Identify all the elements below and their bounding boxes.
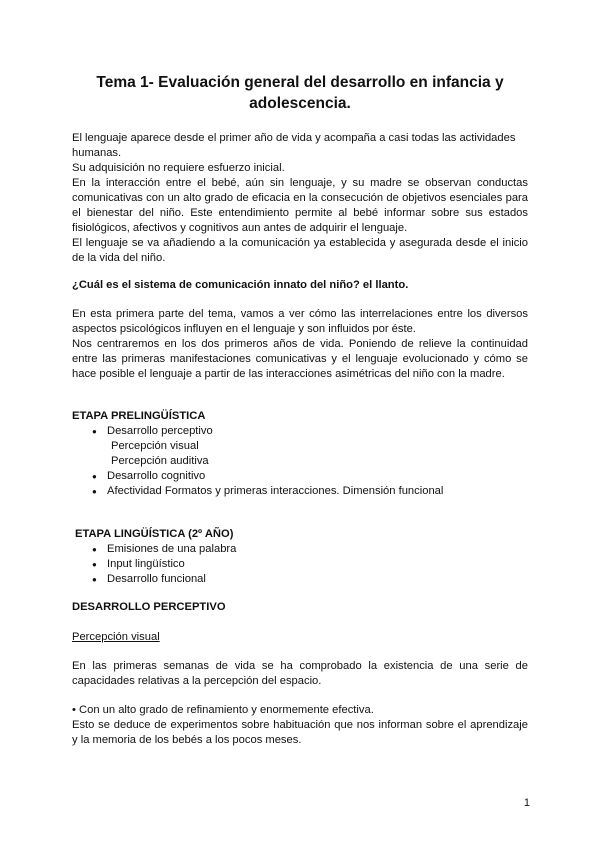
perceptual-heading: DESARROLLO PERCEPTIVO xyxy=(72,601,226,613)
deduce-paragraph: Esto se deduce de experimentos sobre habituación que nos informan sobre el aprendizaje y la memoria de los bebés a los pocos meses. xyxy=(72,719,528,746)
page-number: 1 xyxy=(523,797,530,809)
section-paragraph-1: En esta primera parte del tema, vamos a ver cómo las interrelaciones entre los diversos aspectos psicológicos influyen en el lenguaje y son influidos por éste. xyxy=(72,308,528,335)
intro-text-1: El lenguaje aparece desde el primer año de vida y acompaña a casi todas las actividades humanas. xyxy=(72,132,516,159)
list-item: ● Desarrollo funcional xyxy=(92,572,236,587)
list-item: ● Emisiones de una palabra xyxy=(92,542,236,557)
prelinguistic-list xyxy=(92,424,443,499)
visual-paragraph: En las primeras semanas de vida se ha comprobado la existencia de una serie de capacidades relativas a la percepción del espacio. xyxy=(72,660,528,687)
section-paragraph-2: Nos centraremos en los dos primeros años de vida. Poniendo de relieve la continuidad entre las primeras manifestaciones comunicativas y el lenguaje evolucionado y cómo se hace posible el lenguaje a partir de las interacciones asimétricas del niño con la madre. xyxy=(72,338,528,380)
linguistic-list xyxy=(92,542,236,587)
intro-paragraph-4: El lenguaje se va añadiendo a la comunicación ya establecida y asegurada desde el inicio de la vida del niño. xyxy=(72,237,528,264)
prelinguistic-heading: ETAPA PRELINGÜÍSTICA xyxy=(72,410,206,422)
intro-paragraph-1 xyxy=(72,131,528,161)
list-item: Percepción auditiva xyxy=(111,455,209,467)
intro-paragraph-3: En la interacción entre el bebé, aún sin lenguaje, y su madre se observan conductas comunicativas con un alto grado de eficacia en la consecución de objetivos esenciales para el bienestar del niño. Este entendimiento permite al bebé informar sobre sus estados fisiológicos, afectivos y cognitivos aun antes de adquirir el lenguaje. xyxy=(72,177,528,234)
visual-subheading: Percepción visual xyxy=(72,631,160,643)
list-item: ● Desarrollo perceptivo xyxy=(92,424,443,439)
list-item: ● Afectividad Formatos y primeras interacciones. Dimensión funcional xyxy=(92,484,443,499)
bullet-note: • Con un alto grado de refinamiento y enormemente efectiva. xyxy=(72,704,374,716)
list-item: ● Desarrollo cognitivo xyxy=(92,469,443,484)
document-title: Tema 1- Evaluación general del desarrollo en infancia y adolescencia. xyxy=(96,74,504,112)
intro-paragraph-2: Su adquisición no requiere esfuerzo inicial. xyxy=(72,162,285,174)
list-item: ● Input lingüístico xyxy=(92,557,236,572)
question-heading: ¿Cuál es el sistema de comunicación innato del niño? el llanto. xyxy=(72,279,409,291)
list-item: Percepción visual xyxy=(111,440,199,452)
linguistic-heading: ETAPA LINGÜÍSTICA (2º AÑO) xyxy=(75,528,234,540)
